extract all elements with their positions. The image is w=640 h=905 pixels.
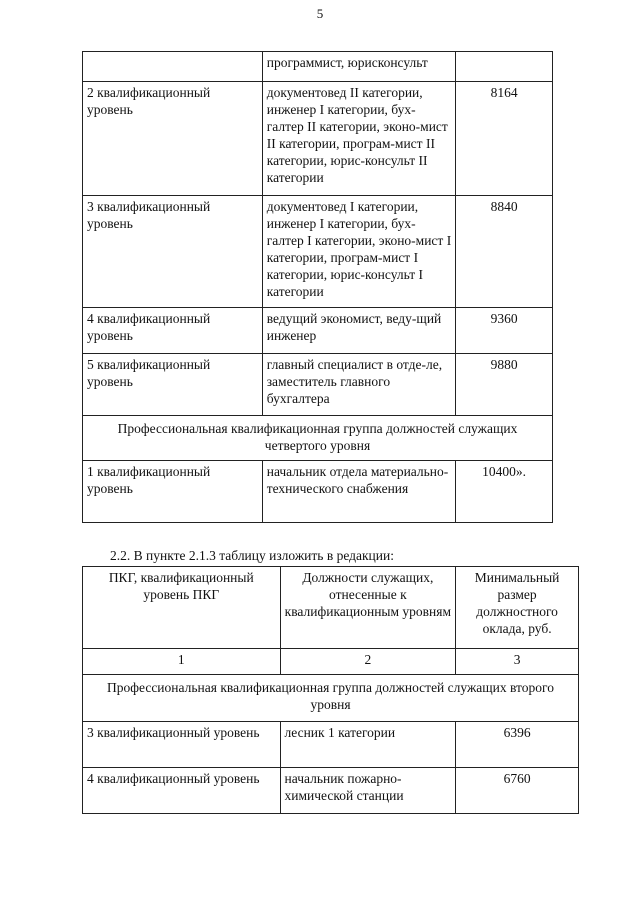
salary-cell: 8840 — [456, 196, 553, 308]
level-cell: 4 квалификационный уровень — [83, 768, 281, 814]
column-header-positions: Должности служащих, отнесенные к квалификационным уровням — [280, 567, 456, 649]
positions-cell: начальник отдела материально-технического снабжения — [262, 461, 455, 523]
table-row — [83, 82, 553, 196]
table-header-row — [83, 567, 579, 649]
table-row — [83, 768, 579, 814]
salary-cell: 10400». — [456, 461, 553, 523]
salary-cell: 8164 — [456, 82, 553, 196]
level-cell: 3 квалификационный уровень — [83, 722, 281, 768]
table-cell — [83, 52, 263, 82]
level-cell: 4 квалификационный уровень — [83, 308, 263, 354]
group-header-row — [83, 675, 579, 722]
table-row — [83, 196, 553, 308]
column-number: 2 — [280, 649, 456, 675]
table-row — [83, 461, 553, 523]
level-cell: 5 квалификационный уровень — [83, 354, 263, 416]
positions-cell: главный специалист в отде-ле, заместитель главного бухгалтера — [262, 354, 455, 416]
column-numbers-row — [83, 649, 579, 675]
group-header-row — [83, 416, 553, 461]
positions-cell: лесник 1 категории — [280, 722, 456, 768]
positions-cell: ведущий экономист, веду-щий инженер — [262, 308, 455, 354]
table-row — [83, 52, 553, 82]
section-text: 2.2. В пункте 2.1.3 таблицу изложить в редакции: — [110, 548, 394, 563]
positions-cell: начальник пожарно-химической станции — [280, 768, 456, 814]
column-header-level: ПКГ, квалификационный уровень ПКГ — [83, 567, 281, 649]
level-cell: 1 квалификационный уровень — [83, 461, 263, 523]
salary-cell: 6760 — [456, 768, 579, 814]
level-cell: 2 квалификационный уровень — [83, 82, 263, 196]
salary-cell: 9880 — [456, 354, 553, 416]
group-header: Профессиональная квалификационная группа должностей служащих четвертого уровня — [83, 416, 553, 461]
group-header: Профессиональная квалификационная группа должностей служащих второго уровня — [83, 675, 579, 722]
salary-cell: 9360 — [456, 308, 553, 354]
table-row — [83, 354, 553, 416]
table-cell — [456, 52, 553, 82]
table-row — [83, 308, 553, 354]
salary-table-1 — [82, 51, 553, 523]
column-number: 3 — [456, 649, 579, 675]
column-number: 1 — [83, 649, 281, 675]
salary-table-2 — [82, 566, 579, 814]
positions-cell: документовед II категории, инженер I категории, бух-галтер II категории, эконо-мист II категории, програм-мист II категории, юрис-консульт II категории — [262, 82, 455, 196]
salary-cell: 6396 — [456, 722, 579, 768]
table-cell: программист, юрисконсульт — [262, 52, 455, 82]
column-header-salary: Минимальный размер должностного оклада, руб. — [456, 567, 579, 649]
table-row — [83, 722, 579, 768]
page-number: 5 — [316, 6, 324, 21]
positions-cell: документовед I категории, инженер I категории, бух-галтер I категории, эконо-мист I категории, програм-мист I категории, юрис-консульт I категории — [262, 196, 455, 308]
level-cell: 3 квалификационный уровень — [83, 196, 263, 308]
